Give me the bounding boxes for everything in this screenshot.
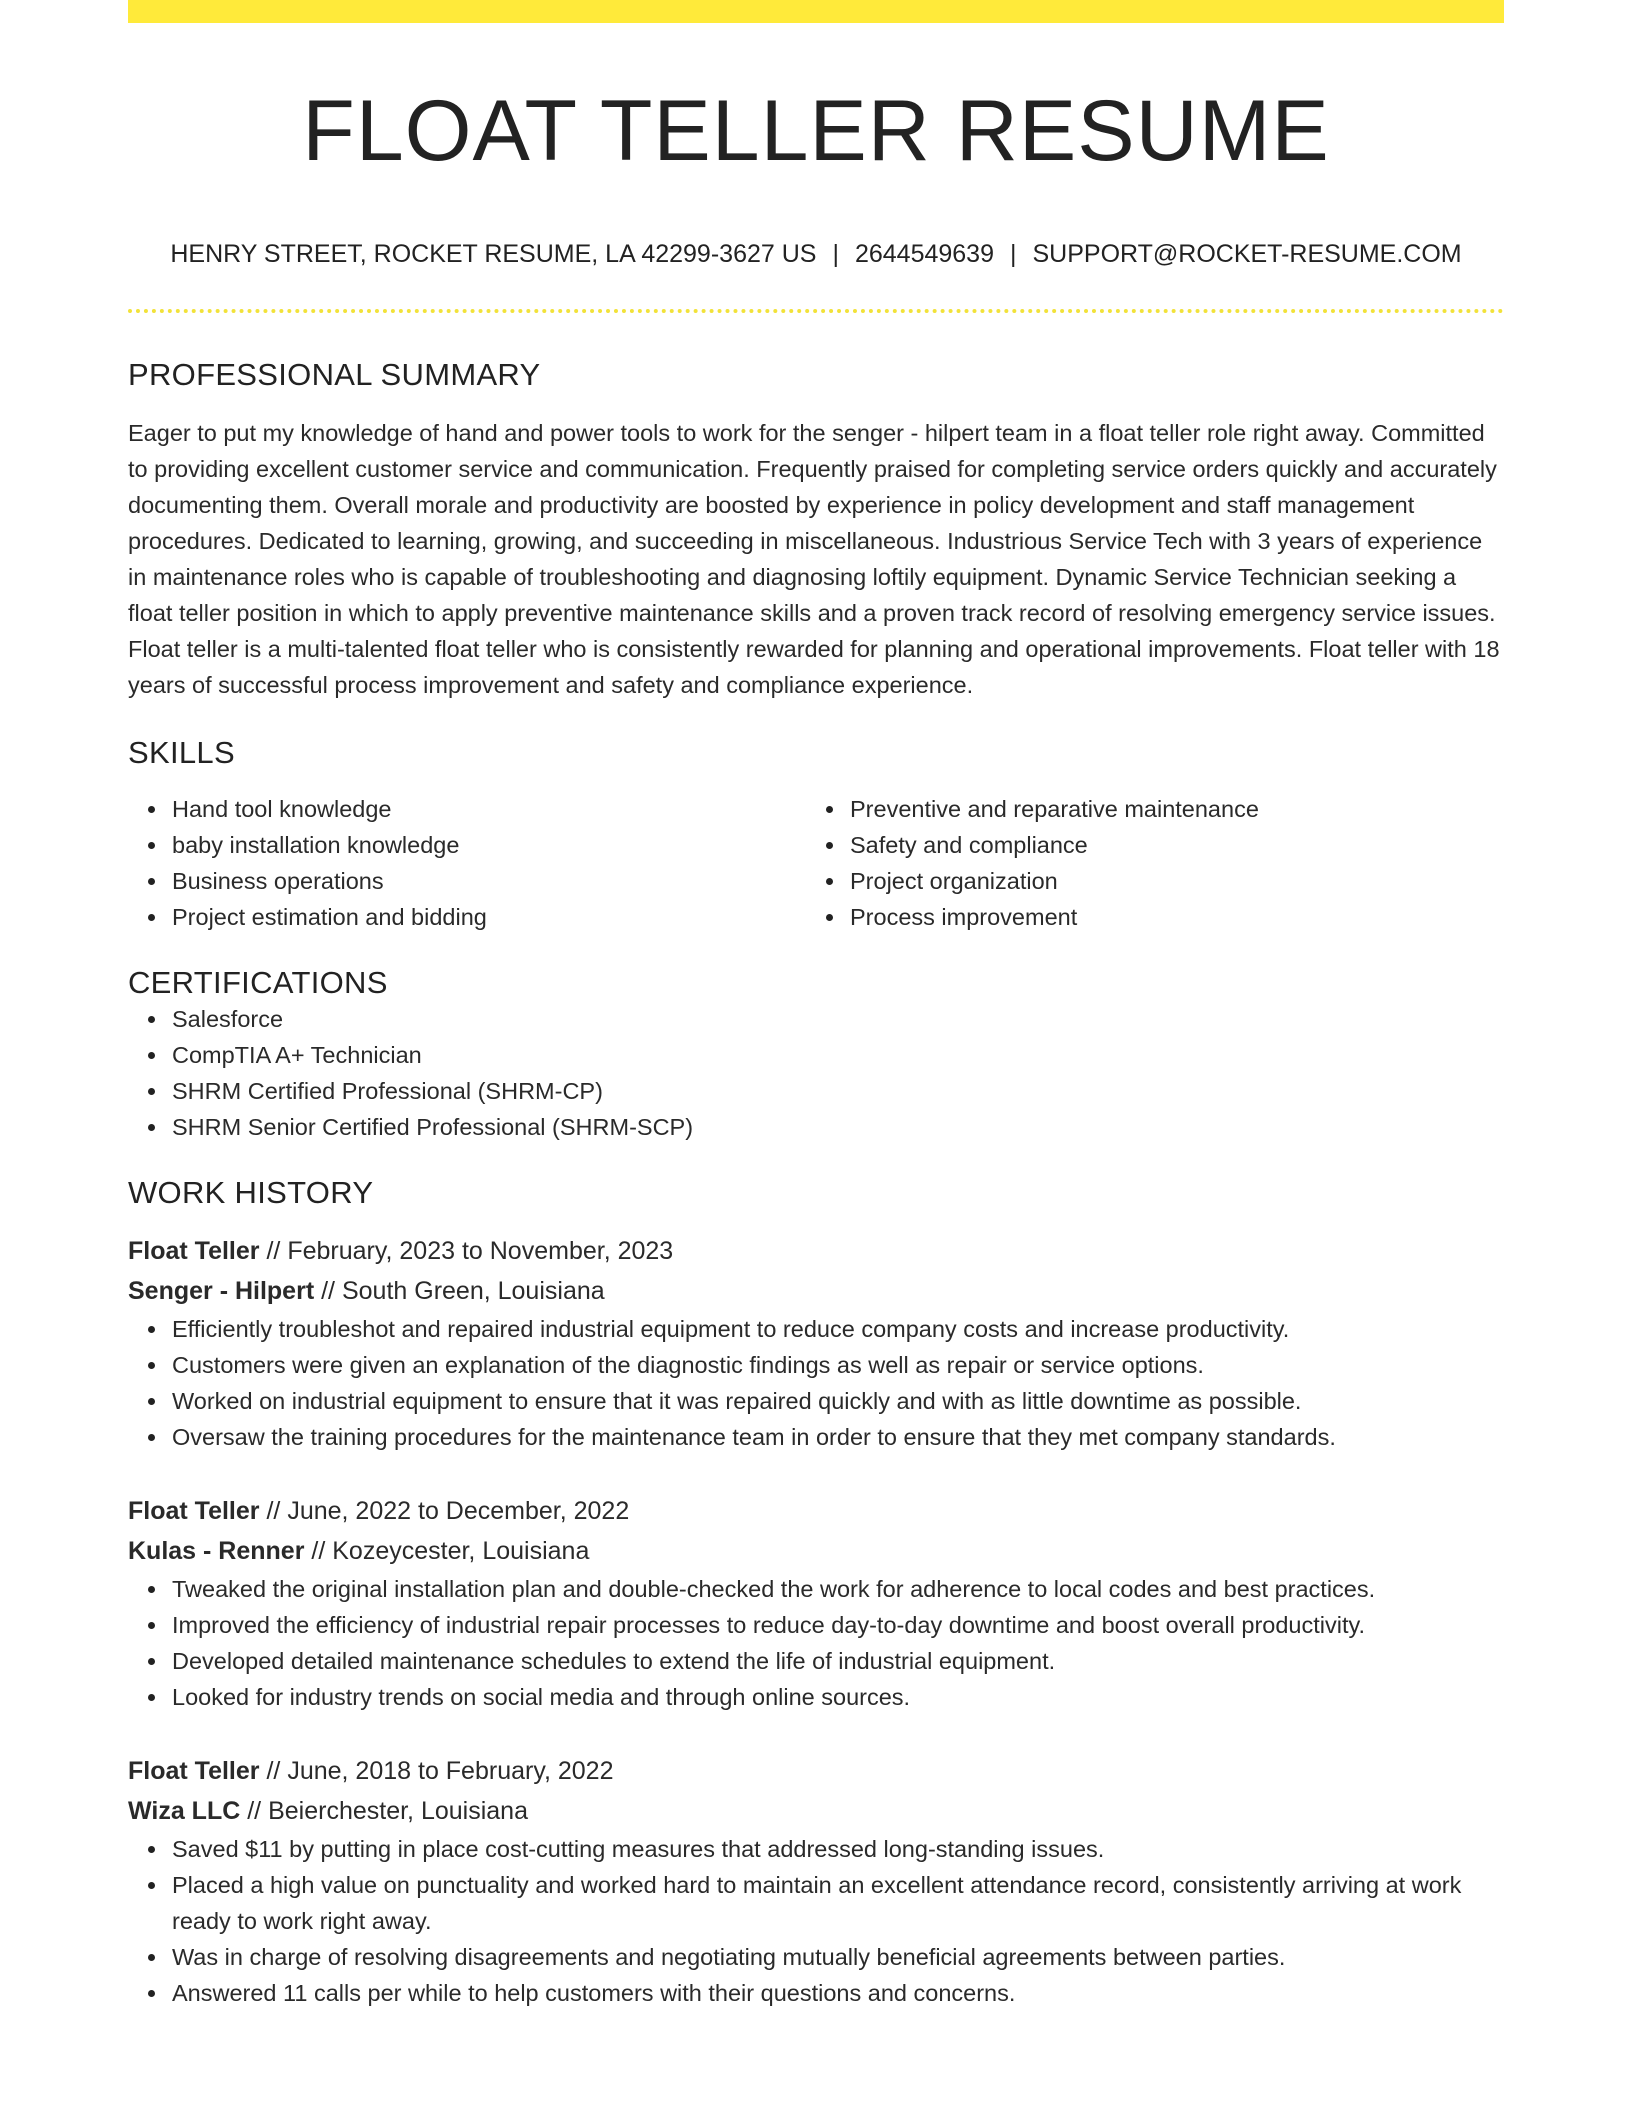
job-title: Float Teller [128,1497,260,1525]
certification-item: CompTIA A+ Technician [172,1037,1504,1073]
resume-page [128,0,1504,2011]
job-company-line [128,1271,1504,1311]
skill-item: Process improvement [850,899,1484,935]
job-divider: // [266,1757,281,1785]
contact-line [128,239,1504,269]
certifications-section [128,965,1504,1145]
job-entry [128,1231,1504,1455]
summary-text: Eager to put my knowledge of hand and power tools to work for the senger - hilpert team in a float teller role right away. Committed to providing excellent customer service and communication. Frequently praised for completing service orders quickly and accurately documenting them. Overall morale and productivity are boosted by experience in policy development and staff management procedures. Dedicated to learning, growing, and succeeding in miscellaneous. Industrious Service Tech with 3 years of experience in maintenance roles who is capable of troubleshooting and diagnosing loftily equipment. Dynamic Service Technician seeking a float teller position in which to apply preventive maintenance skills and a proven track record of resolving emergency service issues. Float teller is a multi-talented float teller who is consistently rewarded for planning and operational improvements. Float teller with 18 years of successful process improvement and safety and compliance experience. [128,420,1500,698]
skill-item: Project organization [850,863,1484,899]
dotted-divider [128,309,1504,313]
skills-section [128,735,1504,935]
job-company-line [128,1791,1504,1831]
job-location: Kozeycester, Louisiana [332,1537,590,1565]
job-title: Float Teller [128,1237,260,1265]
summary-section [128,357,1504,703]
job-title: Float Teller [128,1757,260,1785]
job-dates: February, 2023 to November, 2023 [287,1237,674,1265]
job-divider: // [321,1277,336,1305]
certification-item: SHRM Certified Professional (SHRM-CP) [172,1073,1504,1109]
contact-phone: 2644549639 [854,240,994,268]
skills-grid [128,791,1504,935]
certifications-list [128,1001,1504,1145]
job-location: South Green, Louisiana [341,1277,605,1305]
job-bullet: Looked for industry trends on social media and through online sources. [172,1679,1504,1715]
job-company: Kulas - Renner [128,1537,305,1565]
job-dates: June, 2018 to February, 2022 [287,1757,614,1785]
contact-separator: | [832,240,839,268]
job-bullet: Improved the efficiency of industrial repair processes to reduce day-to-day downtime and boost overall productivity. [172,1607,1504,1643]
skill-item: baby installation knowledge [172,827,806,863]
certification-item: Salesforce [172,1001,1504,1037]
job-bullet: Answered 11 calls per while to help customers with their questions and concerns. [172,1975,1504,2011]
skill-item: Hand tool knowledge [172,791,806,827]
skills-column-right [806,791,1484,935]
job-bullets [128,1571,1504,1715]
job-divider: // [266,1497,281,1525]
skill-item: Project estimation and bidding [172,899,806,935]
work-history-heading: WORK HISTORY [128,1175,374,1210]
skill-item: Preventive and reparative maintenance [850,791,1484,827]
job-divider: // [266,1237,281,1265]
job-bullet: Placed a high value on punctuality and worked hard to maintain an excellent attendance record, consistently arriving at work ready to work right away. [172,1867,1504,1939]
job-bullet: Customers were given an explanation of the diagnostic findings as well as repair or service options. [172,1347,1504,1383]
contact-address: HENRY STREET, ROCKET RESUME, LA 42299-3627 US [170,240,817,268]
contact-email: SUPPORT@ROCKET-RESUME.COM [1032,240,1462,268]
job-company: Senger - Hilpert [128,1277,315,1305]
accent-top-bar [128,0,1504,23]
job-bullet: Saved $11 by putting in place cost-cutting measures that addressed long-standing issues. [172,1831,1504,1867]
job-dates: June, 2022 to December, 2022 [287,1497,630,1525]
job-title-line [128,1491,1504,1531]
job-bullets [128,1831,1504,2011]
skills-heading: SKILLS [128,735,235,770]
job-bullets [128,1311,1504,1455]
certification-item: SHRM Senior Certified Professional (SHRM-SCP) [172,1109,1504,1145]
work-history-section [128,1175,1504,2011]
job-title-line [128,1751,1504,1791]
job-bullet: Worked on industrial equipment to ensure that it was repaired quickly and with as little downtime as possible. [172,1383,1504,1419]
job-bullet: Developed detailed maintenance schedules to extend the life of industrial equipment. [172,1643,1504,1679]
skills-column-left [128,791,806,935]
job-bullet: Oversaw the training procedures for the maintenance team in order to ensure that they met company standards. [172,1419,1504,1455]
skill-item: Business operations [172,863,806,899]
job-bullet: Was in charge of resolving disagreements and negotiating mutually beneficial agreements between parties. [172,1939,1504,1975]
job-bullet: Tweaked the original installation plan and double-checked the work for adherence to local codes and best practices. [172,1571,1504,1607]
job-divider: // [247,1797,262,1825]
job-company: Wiza LLC [128,1797,241,1825]
resume-title: FLOAT TELLER RESUME [302,83,1330,179]
certifications-heading: CERTIFICATIONS [128,965,388,1000]
job-entry [128,1491,1504,1715]
job-company-line [128,1531,1504,1571]
job-entry [128,1751,1504,2011]
job-title-line [128,1231,1504,1271]
job-bullet: Efficiently troubleshot and repaired industrial equipment to reduce company costs and increase productivity. [172,1311,1504,1347]
job-divider: // [311,1537,326,1565]
summary-heading: PROFESSIONAL SUMMARY [128,357,541,392]
skill-item: Safety and compliance [850,827,1484,863]
contact-separator: | [1010,240,1017,268]
job-location: Beierchester, Louisiana [268,1797,528,1825]
